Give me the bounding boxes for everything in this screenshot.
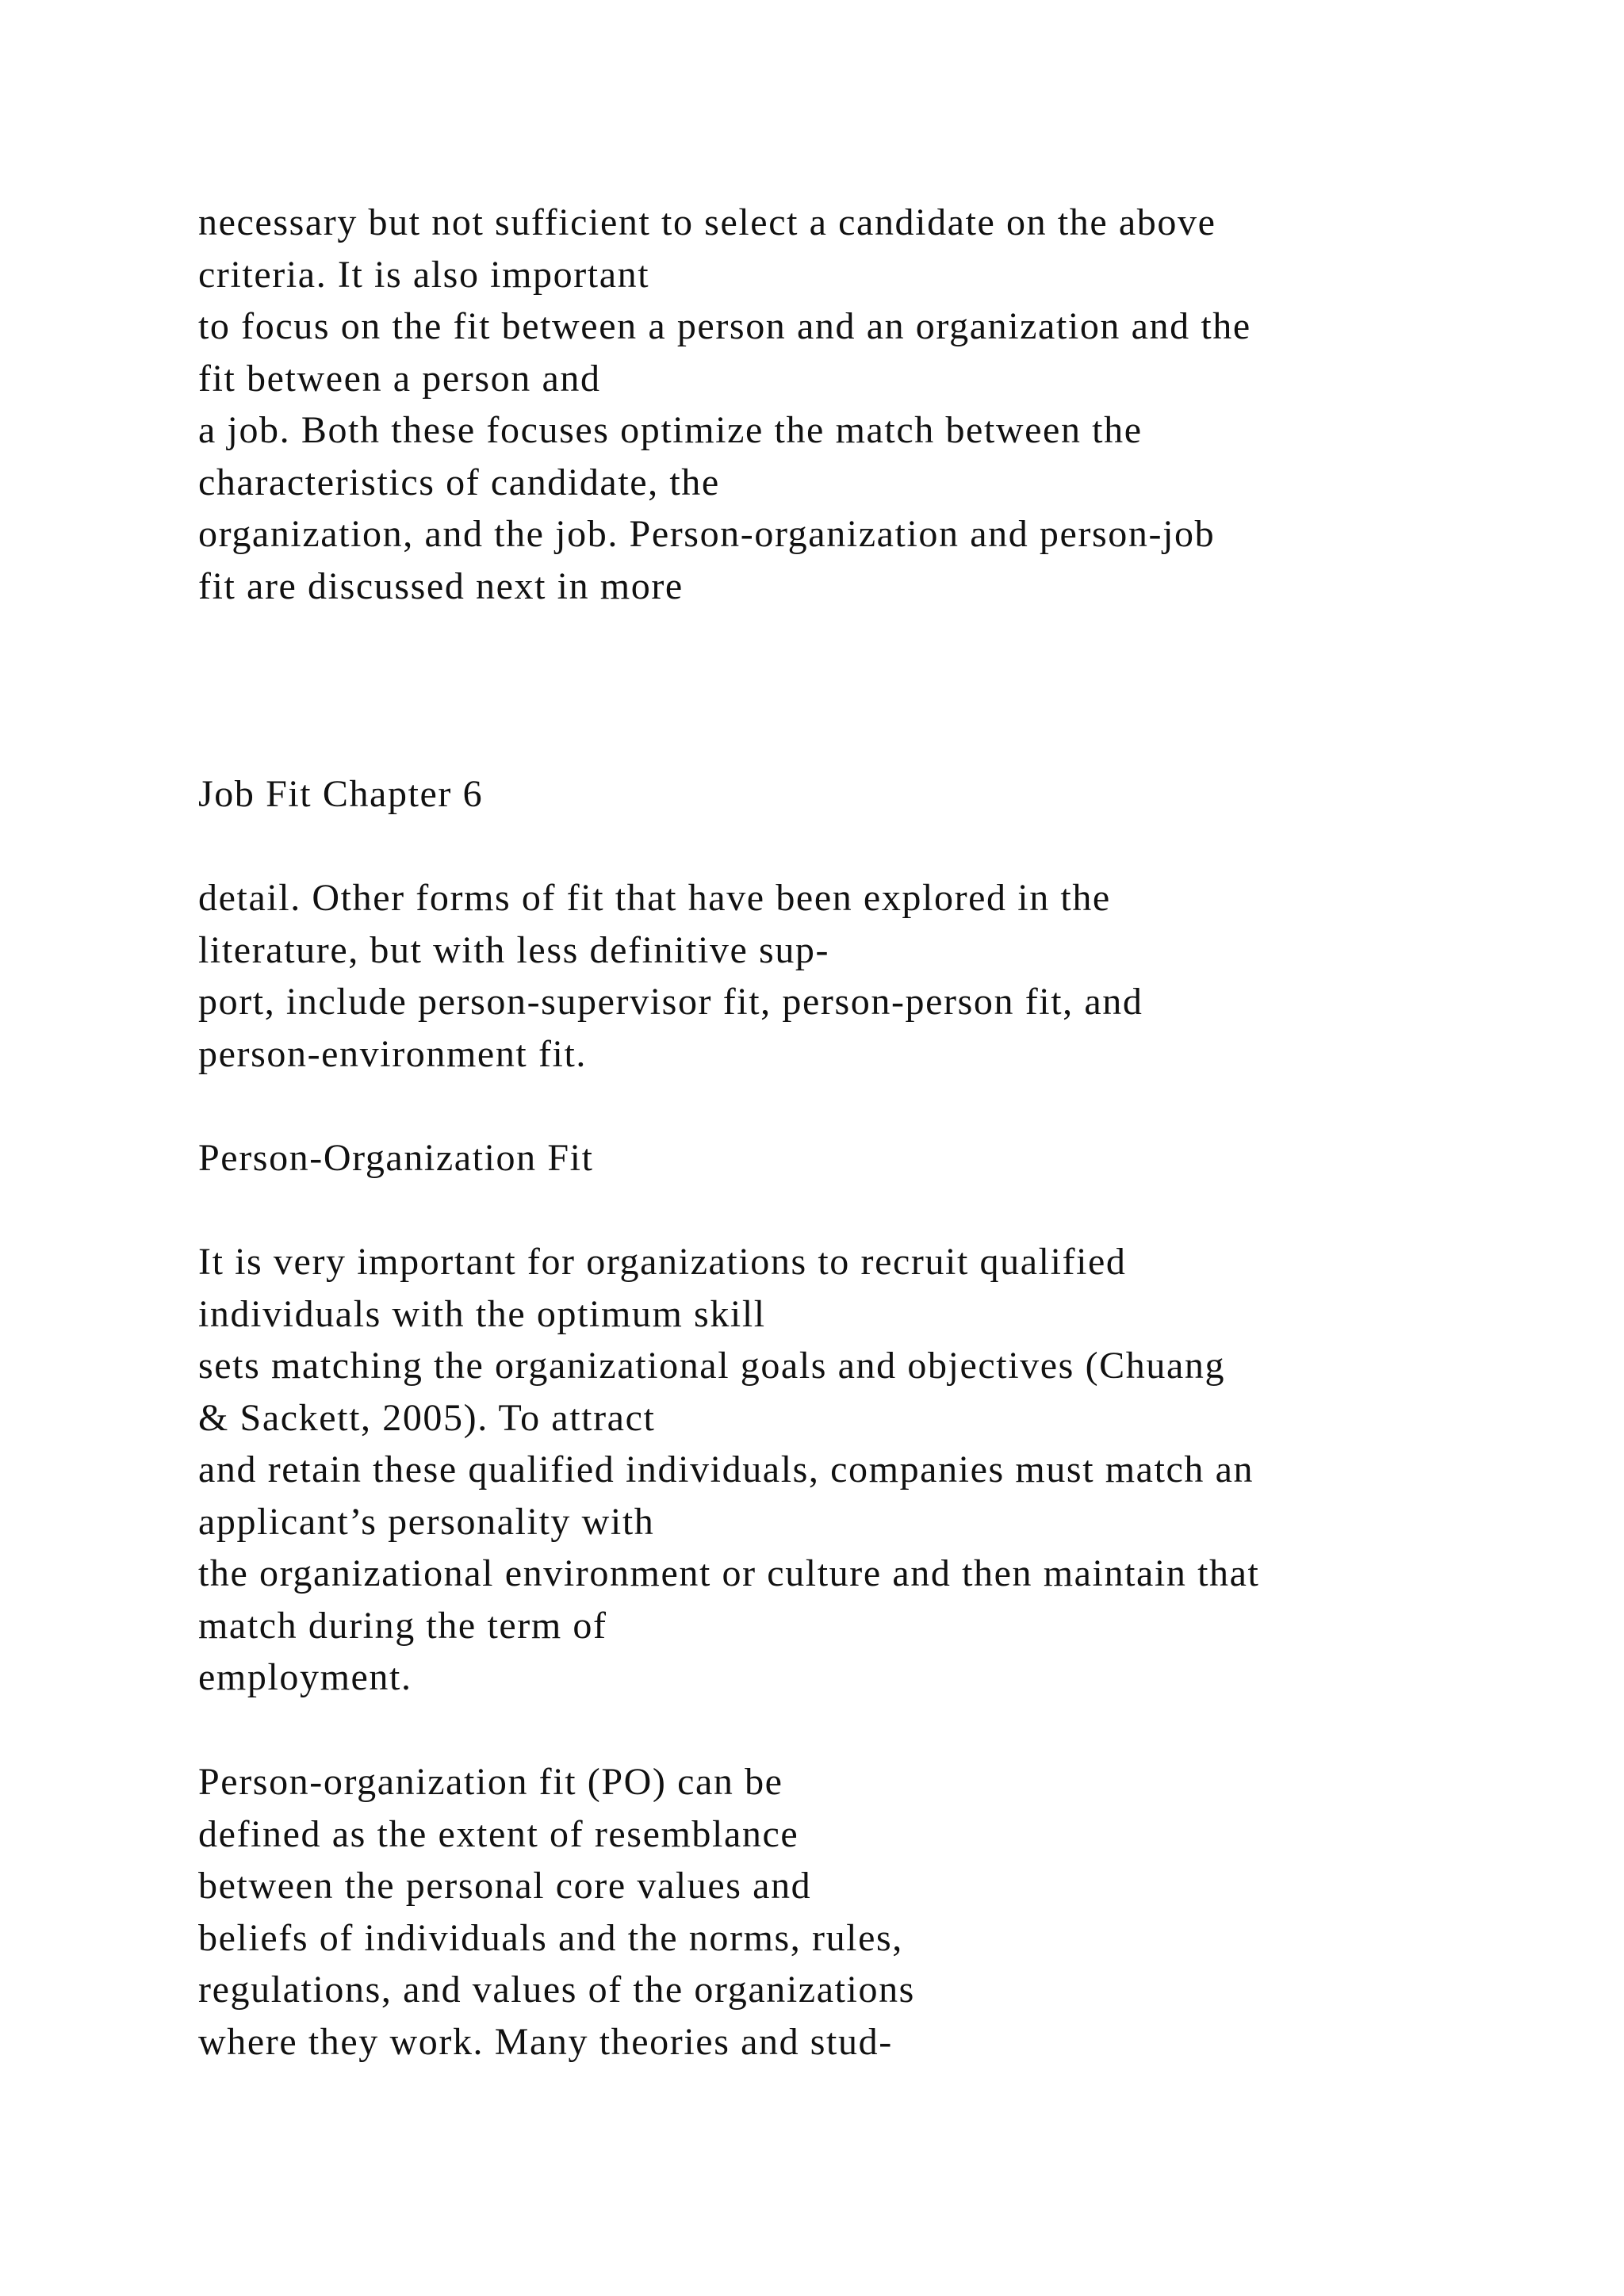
text-line: the organizational environment or culture and then maintain that — [198, 1552, 1260, 1594]
text-line: between the personal core values and — [198, 1865, 812, 1907]
text-line: a job. Both these focuses optimize the match between the — [198, 409, 1143, 451]
text-line: detail. Other forms of fit that have been explored in the — [198, 877, 1111, 919]
text-line: criteria. It is also important — [198, 253, 650, 296]
text-line: characteristics of candidate, the — [198, 461, 720, 503]
running-header — [198, 768, 1610, 821]
section-heading-text: Person-Organization Fit — [198, 1137, 594, 1179]
text-line: match during the term of — [198, 1604, 607, 1647]
paragraph-po-definition — [198, 1756, 1610, 2068]
text-line: It is very important for organizations to recruit qualified — [198, 1241, 1127, 1283]
text-line: person-environment fit. — [198, 1032, 588, 1075]
text-line: Person-organization fit (PO) can be — [198, 1761, 783, 1803]
text-line: regulations, and values of the organizations — [198, 1969, 915, 2011]
section-heading — [198, 1132, 1610, 1184]
paragraph-recruit — [198, 1236, 1610, 1704]
text-line: fit between a person and — [198, 357, 601, 400]
text-line: necessary but not sufficient to select a candidate on the above — [198, 201, 1216, 243]
text-line: & Sackett, 2005). To attract — [198, 1396, 656, 1439]
text-line: and retain these qualified individuals, companies must match an — [198, 1448, 1254, 1490]
text-line: beliefs of individuals and the norms, rules, — [198, 1916, 903, 1959]
text-line: defined as the extent of resemblance — [198, 1812, 799, 1855]
text-line: employment. — [198, 1656, 412, 1698]
text-line: where they work. Many theories and stud- — [198, 2020, 893, 2063]
text-line: to focus on the fit between a person and an organization and the — [198, 305, 1251, 347]
paragraph-intro — [198, 197, 1610, 612]
paragraph-other-forms — [198, 872, 1610, 1080]
text-line: port, include person-supervisor fit, person-person fit, and — [198, 981, 1143, 1023]
text-line: applicant’s personality with — [198, 1500, 655, 1543]
text-line: sets matching the organizational goals and objectives (Chuang — [198, 1345, 1226, 1387]
text-line: literature, but with less definitive sup- — [198, 928, 830, 971]
text-line: organization, and the job. Person-organization and person-job — [198, 513, 1216, 555]
running-header-text: Job Fit Chapter 6 — [198, 773, 484, 815]
text-line: fit are discussed next in more — [198, 564, 684, 607]
text-line: individuals with the optimum skill — [198, 1292, 766, 1335]
